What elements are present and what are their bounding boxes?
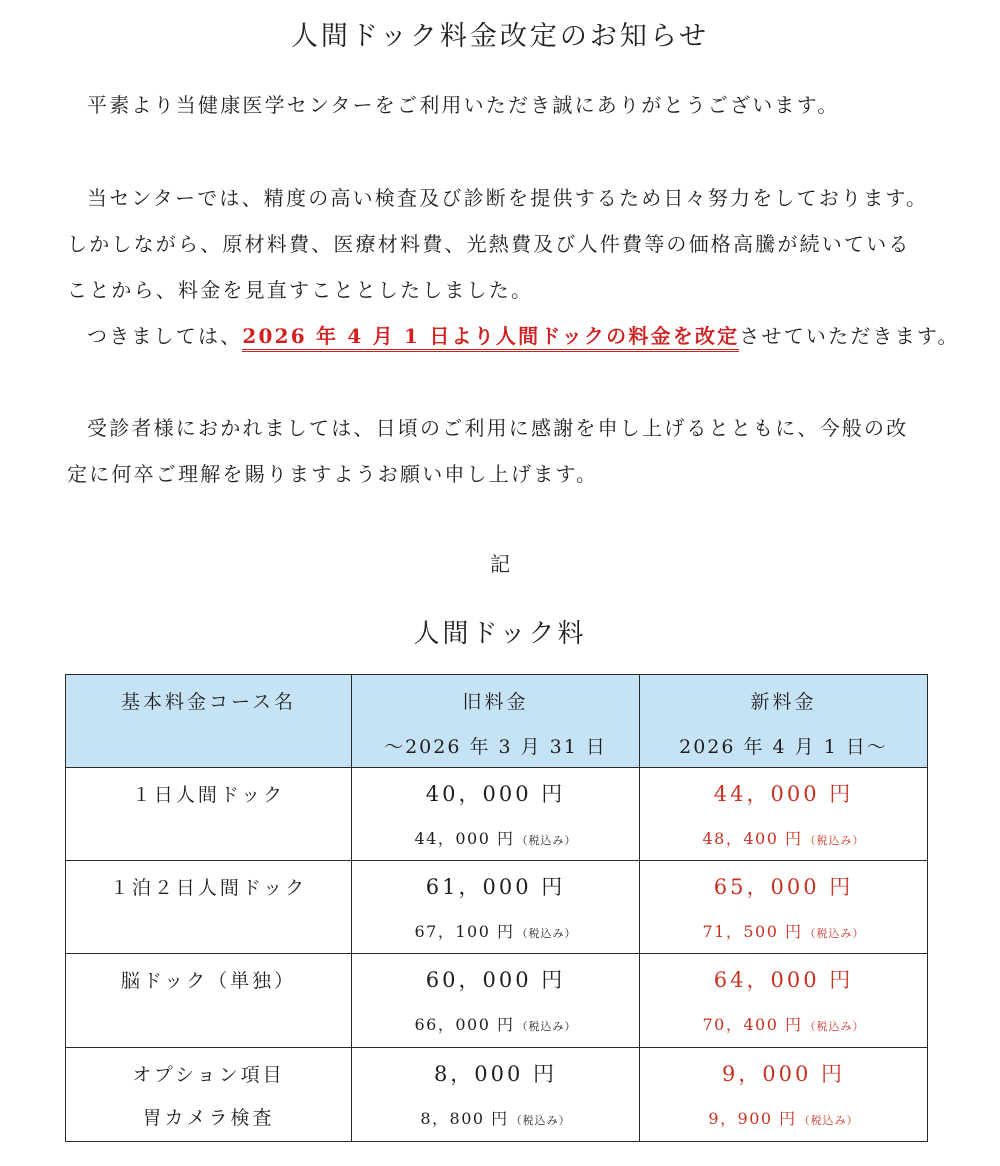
old-fee-tax-value: 66，000 円 [414,1015,515,1035]
old-fee-tax-value: 8，800 円 [420,1108,509,1128]
old-fee-tax-included [352,1106,639,1129]
body-line-3: ことから、料金を見直すこととしたしました。 [67,278,534,302]
new-fee-tax-value: 48，400 円 [702,829,803,848]
fee-table [65,674,928,1142]
tax-note: （税込み） [804,927,865,941]
new-fee-tax-value: 70，400 円 [702,1015,803,1035]
header-old-label: 旧料金 [462,691,529,713]
table-row [66,954,928,1047]
closing-line-1: 受診者様におかれましては、日頃のご利用に感謝を申し上げるとともに、今般の改 [87,416,909,440]
course-name-cell [66,768,352,861]
old-fee: 61，000 円 [425,875,566,900]
header-old-fee [352,675,640,768]
old-fee-tax-value: 44，000 円 [414,829,515,848]
old-fee-cell [352,861,640,954]
body-line-1: 当センターでは、精度の高い検査及び診断を提供するため日々努力をしております。 [87,186,929,210]
new-fee-tax-value: 71，500 円 [702,922,803,942]
old-fee-tax-value: 67，100 円 [414,922,515,942]
old-fee-tax-included [352,919,639,942]
course-name-cell [66,954,352,1047]
new-fee-cell [640,1047,928,1141]
tax-note: （税込み） [804,1020,865,1034]
new-fee-tax-included [640,826,927,849]
old-fee: 40，000 円 [425,782,566,806]
table-row [66,861,928,954]
table-title: 人間ドック料 [413,619,587,649]
new-fee-cell [640,768,928,861]
closing-line-2: 定に何卒ご理解を賜りますようお願い申し上げます。 [67,462,599,486]
new-fee: 64，000 円 [713,968,854,993]
new-fee-cell [640,861,928,954]
new-fee-tax-included [640,919,927,942]
old-fee-cell [352,1047,640,1141]
new-fee-tax-included [640,1012,927,1035]
old-fee: 60，000 円 [425,968,566,993]
greeting-paragraph: 平素より当健康医学センターをご利用いただき誠にありがとうございます。 [87,93,840,117]
new-fee-tax-included [640,1106,927,1129]
new-fee: 65，000 円 [713,875,854,900]
tax-note: （税込み） [798,1113,859,1127]
table-row [66,768,928,861]
new-fee: 9，000 円 [721,1061,846,1086]
announcement-prefix: つきましては、 [87,324,243,348]
old-fee-tax-included [352,826,639,849]
tax-note: （税込み） [510,1113,571,1127]
course-name: １日人間ドック [131,784,286,806]
announcement-suffix: させていただきます。 [739,324,960,348]
header-new-period: 2026 年 4 月 1 日～ [679,736,888,758]
new-fee-tax-value: 9，900 円 [708,1108,797,1128]
course-name-cell [66,1047,352,1141]
header-new-fee [640,675,928,768]
course-name-cell [66,861,352,954]
course-name: 脳ドック（単独） [120,970,297,993]
new-fee: 44，000 円 [713,782,854,806]
body-line-2: しかしながら、原材料費、医療材料費、光熱費及び人件費等の価格高騰が続いている [67,232,911,256]
course-subname: 胃カメラ検査 [142,1106,275,1129]
header-new-label: 新料金 [750,691,817,713]
old-fee-cell [352,768,640,861]
tax-note: （税込み） [516,927,577,941]
table-header-row [66,675,928,768]
old-fee: 8，000 円 [433,1061,558,1086]
course-name: オプション項目 [132,1063,285,1086]
old-fee-tax-included [352,1012,639,1035]
revision-date-highlight: 2026 年 4 月 1 日より人間ドックの料金を改定 [242,324,739,352]
header-old-period: ～2026 年 3 月 31 日 [384,736,607,758]
announcement-line [87,320,960,349]
old-fee-cell [352,954,640,1047]
course-name: １泊２日人間ドック [109,877,308,900]
tax-note: （税込み） [516,834,577,847]
header-course-label: 基本料金コース名 [120,691,297,713]
page-title: 人間ドック料金改定のお知らせ [290,21,710,52]
header-course [66,675,352,768]
new-fee-cell [640,954,928,1047]
tax-note: （税込み） [516,1020,577,1034]
tax-note: （税込み） [804,834,865,847]
table-row [66,1047,928,1141]
ki-marker: 記 [490,552,510,576]
